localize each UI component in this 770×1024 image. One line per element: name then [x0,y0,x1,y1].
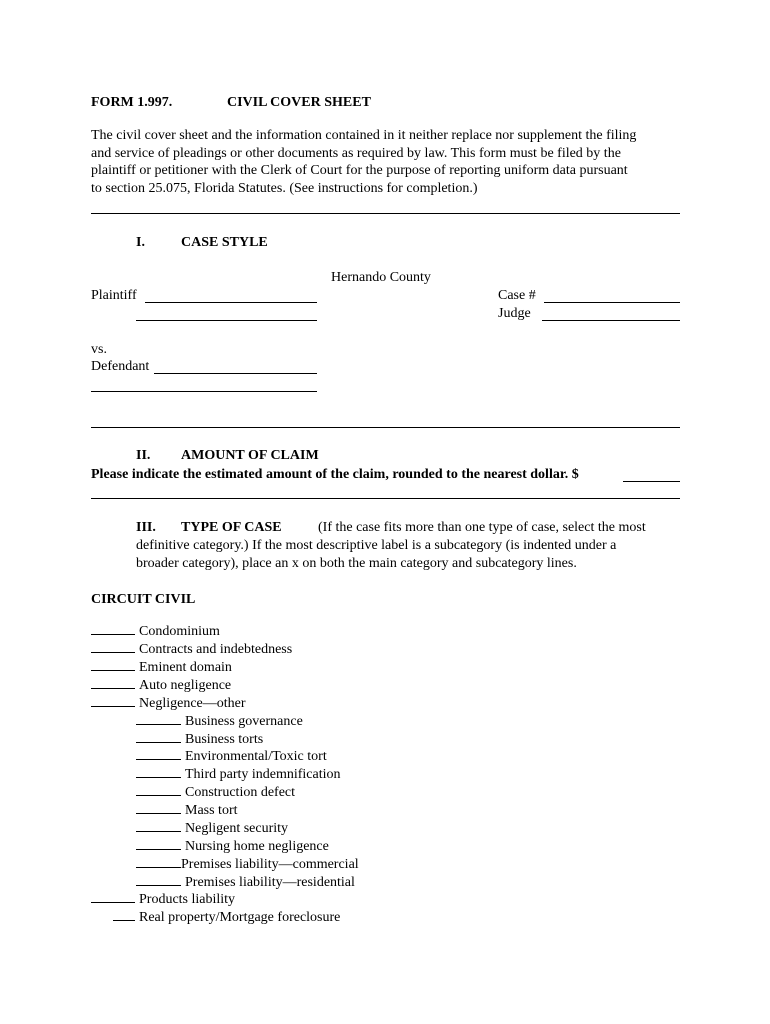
subcategory-construction-defect[interactable] [136,782,295,800]
category-auto-negligence[interactable] [91,675,231,693]
type-of-case-instructions: broader category), place an x on both the main category and subcategory lines. [136,556,577,571]
section-3-number: III. [136,520,156,535]
category-contracts[interactable] [91,639,292,657]
check-line[interactable] [91,657,135,671]
category-products-liability[interactable] [91,889,235,907]
judge-field[interactable] [542,320,680,321]
subcategory-negligent-security[interactable] [136,818,288,836]
category-label: Negligent security [185,821,289,836]
category-label: Contracts and indebtedness [139,642,293,657]
check-line[interactable] [136,764,181,778]
defendant-label: Defendant [91,359,150,374]
check-line[interactable] [136,800,181,814]
plaintiff-field[interactable] [145,302,317,303]
category-label: Environmental/Toxic tort [185,749,327,764]
category-label: Condominium [139,624,220,639]
category-condominium[interactable] [91,621,220,639]
judge-label: Judge [498,306,531,321]
defendant-field-2[interactable] [91,391,317,392]
subcategory-mass-tort[interactable] [136,800,238,818]
section-3-title: TYPE OF CASE [181,520,282,535]
check-line[interactable] [136,854,181,868]
check-line[interactable] [91,639,135,653]
divider [91,427,680,428]
check-line[interactable] [136,729,181,743]
intro-line: to section 25.075, Florida Statutes. (See instructions for completion.) [91,180,478,196]
check-line[interactable] [91,889,135,903]
category-label: Construction defect [185,785,296,800]
category-label: Real property/Mortgage foreclosure [139,910,341,925]
check-line[interactable] [136,872,181,886]
plaintiff-label: Plaintiff [91,288,137,303]
category-eminent-domain[interactable] [91,657,232,675]
category-label: Business governance [185,714,303,729]
category-label: Premises liability—residential [185,875,355,890]
type-of-case-instructions: definitive category.) If the most descriptive label is a subcategory (is indented under a [136,538,617,553]
plaintiff-field-2[interactable] [136,320,317,321]
form-title: CIVIL COVER SHEET [227,95,371,110]
subcategory-third-party-indemnification[interactable] [136,764,341,782]
county-name: Hernando County [331,270,431,285]
claim-amount-field[interactable] [623,481,680,482]
subcategory-premises-liability-residential[interactable] [136,872,355,890]
subcategory-premises-liability-commercial[interactable] [136,854,359,872]
subcategory-business-torts[interactable] [136,729,263,747]
category-label: Business torts [185,732,264,747]
category-negligence-other[interactable] [91,693,246,711]
intro-line: and service of pleadings or other documents as required by law. This form must be filed by the [91,145,621,161]
intro-line: plaintiff or petitioner with the Clerk of Court for the purpose of reporting uniform data pursuant [91,163,628,178]
case-number-label: Case # [498,288,536,303]
type-of-case-instructions: (If the case fits more than one type of case, select the most [318,520,646,535]
check-line[interactable] [136,818,181,832]
case-number-field[interactable] [544,302,680,303]
intro-line: The civil cover sheet and the information contained in it neither replace nor supplement the filing [91,128,637,143]
section-1-number: I. [136,235,145,250]
section-1-title: CASE STYLE [181,235,268,250]
check-line[interactable] [91,675,135,689]
category-label: Negligence—other [139,696,246,711]
divider [91,213,680,214]
check-line[interactable] [136,782,181,796]
check-line[interactable] [91,693,135,707]
vs-label: vs. [91,342,107,357]
category-label: Auto negligence [139,678,232,693]
section-2-title: AMOUNT OF CLAIM [181,448,319,463]
circuit-civil-heading: CIRCUIT CIVIL [91,592,196,607]
divider [91,498,680,499]
intro-paragraph [91,127,636,197]
category-label: Third party indemnification [185,767,341,782]
check-line[interactable] [136,746,181,760]
category-label: Mass tort [185,803,238,818]
form-number: FORM 1.997. [91,95,173,110]
subcategory-nursing-home-negligence[interactable] [136,836,329,854]
category-label: Eminent domain [139,660,232,675]
check-line[interactable] [136,836,181,850]
category-real-property-foreclosure[interactable] [113,907,340,925]
check-line[interactable] [91,621,135,635]
check-line[interactable] [113,907,135,921]
subcategory-environmental-tort[interactable] [136,746,327,764]
check-line[interactable] [136,711,181,725]
claim-amount-prompt: Please indicate the estimated amount of the claim, rounded to the nearest dollar. $ [91,467,579,482]
subcategory-business-governance[interactable] [136,711,303,729]
defendant-field[interactable] [154,373,317,374]
section-2-number: II. [136,448,151,463]
category-label: Products liability [139,892,236,907]
category-label: Premises liability—commercial [181,857,359,872]
category-label: Nursing home negligence [185,839,329,854]
